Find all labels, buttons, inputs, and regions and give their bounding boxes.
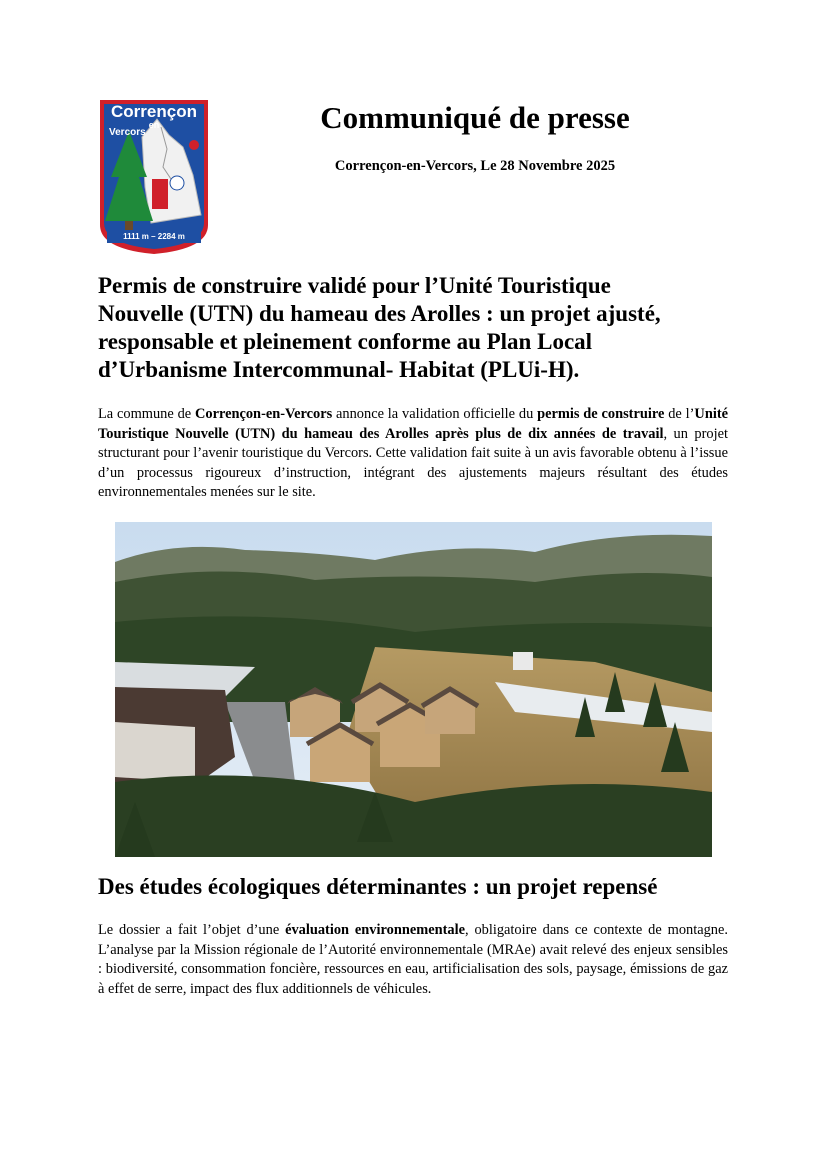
section-text-1: Le dossier a fait l’objet d’une (98, 922, 286, 938)
intro-paragraph (98, 405, 728, 503)
logo-name-correncon: Corrençon (111, 102, 197, 121)
logo-name-en: en (148, 120, 160, 130)
intro-text-3: de l’ (664, 406, 695, 422)
page-title: Communiqué de presse (320, 100, 630, 135)
dateline: Corrençon-en-Vercors, Le 28 Novembre 2025 (334, 158, 616, 174)
intro-text-4: , un projet structurant pour l’avenir touristique du Vercors. Cette validation fait suite à un avis favorable obtenu à l’issue d’un processus rigoureux d’instruction, intégrant des ajustements majeurs résultant des études environnementales menées sur le site. (98, 425, 728, 501)
intro-text-1: La commune de (98, 406, 195, 422)
logo-altitude: 1111 m – 2284 m (123, 232, 185, 241)
commune-logo (97, 97, 211, 257)
headline-line-2: Nouvelle (UTN) du hameau des Arolles : un projet ajusté, (98, 301, 661, 326)
intro-bold-commune: Corrençon-en-Vercors (194, 406, 333, 422)
headline-line-1: Permis de construire validé pour l’Unité Touristique (98, 273, 611, 298)
intro-bold-utn: Unité Touristique Nouvelle (UTN) du hameau des Arolles après plus de dix années de travail (98, 406, 728, 442)
section-paragraph (98, 921, 728, 999)
aerial-photo-image (115, 522, 712, 857)
headline-line-3: responsable et pleinement conforme au Plan Local (98, 329, 593, 354)
aerial-photo (115, 522, 712, 857)
intro-text-2: annonce la validation officielle du (332, 406, 538, 422)
headline-line-4: d’Urbanisme Intercommunal- Habitat (PLUi-H). (98, 357, 580, 382)
section-text-2: , obligatoire dans ce contexte de montagne. L’analyse par la Mission régionale de l’Autorité environnementale (MRAe) avait relevé des enjeux sensibles : biodiversité, consommation foncière, ressources en eau, artificialisation des sols, paysage, émissions de gaz à effet de serre, impact des flux additionnels de véhicules. (98, 922, 728, 997)
intro-bold-permis: permis de construire (537, 406, 665, 422)
logo-name-vercors: Vercors (109, 127, 146, 138)
section-bold-evaluation: évaluation environnementale (285, 922, 465, 938)
main-headline (98, 272, 738, 384)
section-heading: Des études écologiques déterminantes : un projet repensé (98, 874, 658, 899)
